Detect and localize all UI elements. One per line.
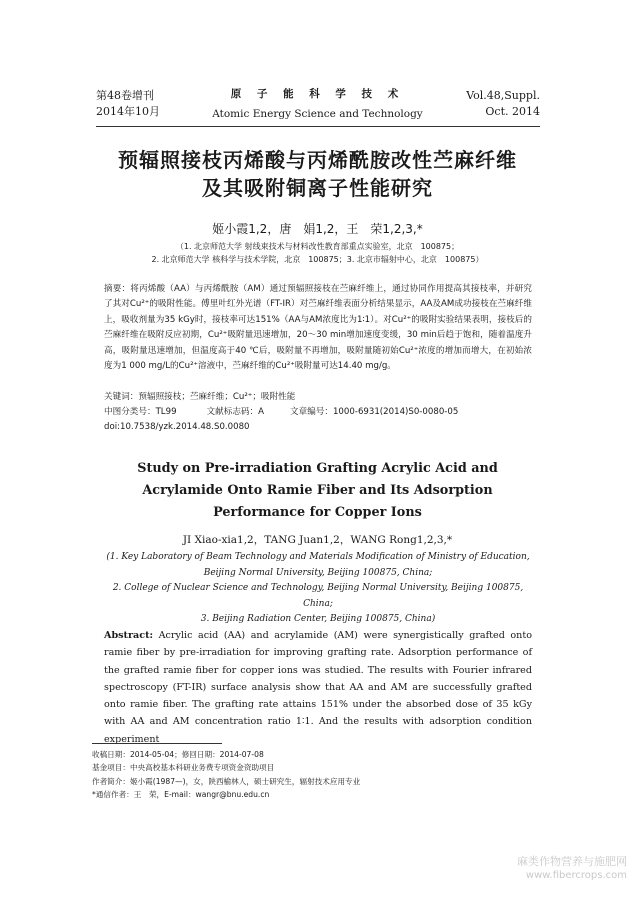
doi: doi:10.7538/yzk.2014.48.S0.0080: [104, 422, 250, 432]
article-number: 文章编号：1000-6931(2014)S0-0080-05: [290, 407, 459, 417]
en-title: [0, 458, 635, 524]
en-affiliation-1: (1. Key Laboratory of Beam Technology and Materials Modification of Ministry of Education,: [106, 552, 530, 562]
cn-title-line2: 及其吸附铜离子性能研究: [202, 176, 433, 200]
en-title-line3: Performance for Copper Ions: [213, 505, 422, 520]
en-affiliation-2: Beijing Normal University, Beijing 100875, China;: [203, 567, 433, 578]
cn-affiliations: [0, 240, 635, 266]
en-title-line2: Acrylamide Onto Ramie Fiber and Its Adsorption: [142, 483, 493, 498]
footnote-rule: [92, 743, 222, 744]
cn-affiliation-1: （1. 北京师范大学 射线束技术与材料改性教育部重点实验室，北京 100875；: [175, 242, 460, 251]
document-code: 文献标志码：A: [206, 407, 264, 417]
footnote-received: 收稿日期：2014-05-04；修回日期：2014-07-08: [92, 750, 264, 759]
journal-name-en: Atomic Energy Science and Technology: [212, 108, 423, 120]
header-rule: [96, 126, 540, 127]
clc-number: 中图分类号：TL99: [104, 407, 177, 417]
footnote-author-bio: 作者简介：姬小霞(1987—)，女，陕西榆林人，硕士研究生，辐射技术应用专业: [92, 776, 361, 786]
volume-en: Vol.48,Suppl.: [466, 89, 540, 102]
en-abstract-text: Acrylic acid (AA) and acrylamide (AM) were synergistically grafted onto ramie fiber by pre-irradiation for improving grafting rate. Adsorption performance of the grafted ramie fiber for copper ions was studied. The results with Fourier infrared spectroscopy (FT-IR) surface analysis show that AA and AM are successfully grafted onto ramie fiber. The grafting rate attains 151% under the absorbed dose of 35 kGy with AA and AM concentration ratio 1∶1. And the results with adsorption condition experiment: [104, 630, 532, 745]
journal-name-cn: 原 子 能 科 学 技 术: [230, 88, 405, 100]
date-en: Oct. 2014: [485, 105, 540, 118]
cn-meta: [104, 390, 532, 435]
cn-classification-row: [104, 405, 532, 420]
en-abstract: [104, 627, 532, 748]
en-authors: JI Xiao-xia1,2，TANG Juan1,2，WANG Rong1,2,3,*: [182, 534, 453, 546]
watermark-line2: www.fibercrops.com: [525, 870, 627, 881]
cn-title: [0, 146, 635, 202]
en-affiliation-3: 2. College of Nuclear Science and Technology, Beijing Normal University, Beijing 100875, China;: [112, 583, 524, 609]
watermark: [517, 855, 627, 883]
cn-authors: 姬小霞1,2，唐 娟1,2，王 荣1,2,3,*: [212, 222, 423, 236]
volume-cn: 第48卷增刊: [96, 89, 154, 102]
cn-affiliation-2: 2. 北京师范大学 核科学与技术学院，北京 100875；3. 北京市辐射中心，北京 100875）: [151, 255, 484, 264]
cn-abstract: 摘要：将丙烯酸（AA）与丙烯酰胺（AM）通过预辐照接枝在苎麻纤维上，通过协同作用提高其接枝率，并研究了其对Cu²⁺的吸附性能。傅里叶红外光谱（FT-IR）对苎麻纤维表面分析结果显示，AA及AM成功接枝在苎麻纤维上，吸收剂量为35 kGy时，接枝率可达151%（AA与AM浓度比为1∶1）。对Cu²⁺的吸附实验结果表明，接枝后的苎麻纤维在吸附反应初期，Cu²⁺吸附量迅速增加，20～30 min增加速度变缓，30 min后趋于饱和，随着温度升高，吸附量迅速增加，但温度高于40 ℃后，吸附量不再增加，吸附量随初始Cu²⁺浓度的增加而增大，在初始浓度为1 000 mg/L的Cu²⁺溶液中，苎麻纤维的Cu²⁺吸附量可达14.40 mg/g。: [104, 284, 532, 372]
watermark-line1: 麻类作物营养与施肥网: [517, 855, 627, 868]
header-right: [466, 88, 540, 120]
date-cn: 2014年10月: [96, 105, 160, 118]
footnotes: [92, 748, 532, 801]
footnote-corresponding: *通信作者：王 荣，E-mail：wangr@bnu.edu.cn: [92, 789, 270, 799]
en-title-line1: Study on Pre-irradiation Grafting Acrylic Acid and: [137, 461, 498, 476]
en-affiliation-4: 3. Beijing Radiation Center, Beijing 100875, China): [200, 614, 436, 625]
cn-title-line1: 预辐照接枝丙烯酸与丙烯酰胺改性苎麻纤维: [118, 148, 517, 172]
footnote-fund: 基金项目：中央高校基本科研业务费专项资金资助项目: [92, 763, 275, 773]
en-abstract-label: Abstract:: [104, 630, 154, 641]
cn-keywords: 关键词：预辐照接枝；苎麻纤维；Cu²⁺；吸附性能: [104, 392, 296, 402]
en-affiliations: [104, 550, 532, 628]
